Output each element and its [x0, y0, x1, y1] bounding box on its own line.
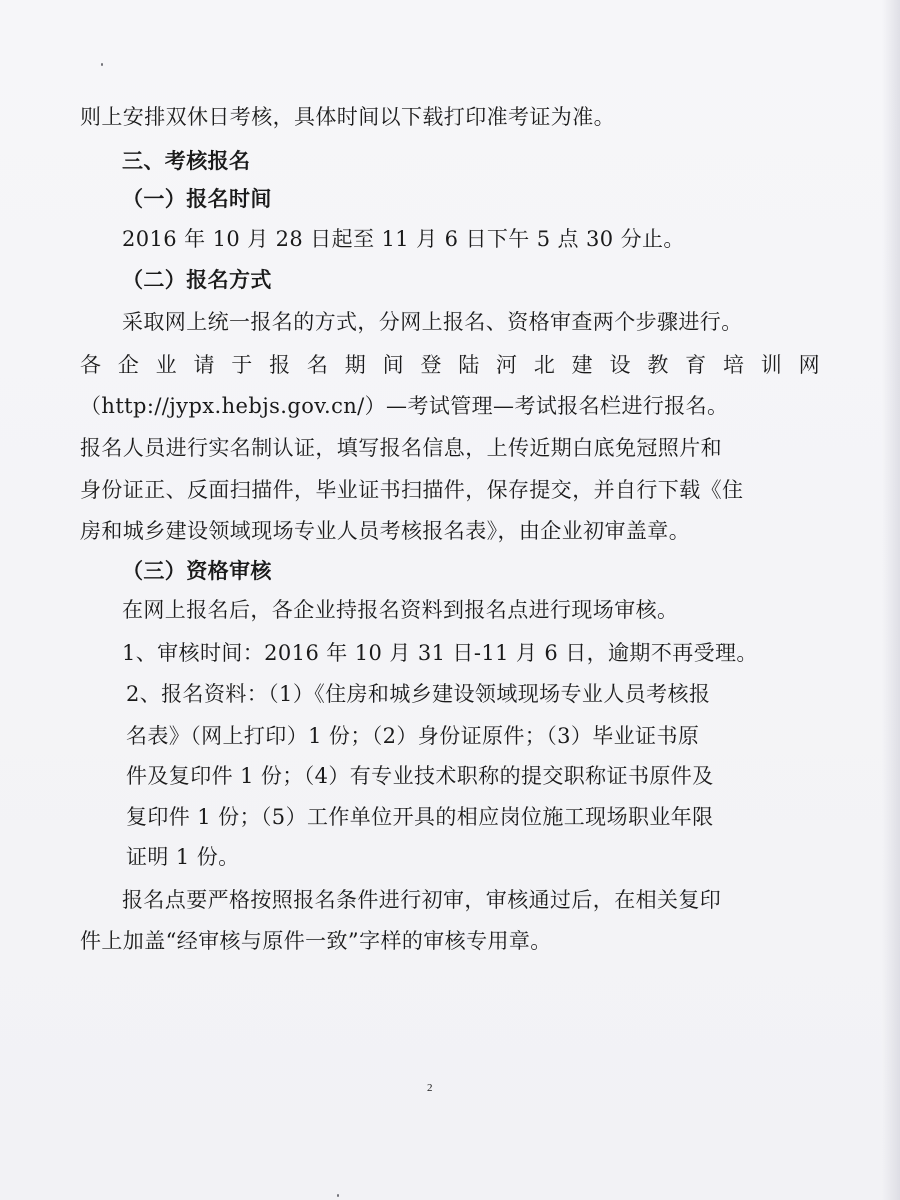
paragraph-line: 2016 年 10 月 28 日起至 11 月 6 日下午 5 点 30 分止。 [122, 227, 685, 251]
paragraph-line: 报名点要严格按照报名条件进行初审，审核通过后，在相关复印 [122, 888, 722, 912]
paragraph-line: 在网上报名后，各企业持报名资料到报名点进行现场审核。 [122, 598, 679, 622]
scan-speck [101, 63, 103, 66]
paragraph-line: 房和城乡建设领域现场专业人员考核报名表》，由企业初审盖章。 [80, 519, 691, 543]
list-item-line: 证明 1 份。 [126, 845, 240, 869]
subsection-heading: （二）报名方式 [122, 267, 272, 292]
list-item-line: 2、报名资料：（1）《住房和城乡建设领域现场专业人员考核报 [126, 682, 711, 706]
section-heading: 三、考核报名 [122, 148, 251, 173]
list-item-line: 件及复印件 1 份；（4）有专业技术职称的提交职称证书原件及 [126, 764, 714, 788]
paragraph-line: （http://jypx.hebjs.gov.cn/）—考试管理—考试报名栏进行报名。 [80, 394, 729, 418]
scan-speck [337, 1194, 339, 1197]
list-item-line: 1、审核时间：2016 年 10 月 31 日-11 月 6 日，逾期不再受理。 [122, 641, 758, 665]
subsection-heading: （三）资格审核 [122, 558, 272, 583]
paragraph-line: 采取网上统一报名的方式，分网上报名、资格审查两个步骤进行。 [122, 310, 743, 334]
paragraph-line: 报名人员进行实名制认证，填写报名信息，上传近期白底免冠照片和 [80, 436, 722, 460]
subsection-heading: （一）报名时间 [122, 186, 272, 211]
page-number: 2 [427, 1082, 433, 1094]
paragraph-line: 各企业请于报名期间登陆河北建设教育培训网 [80, 353, 820, 377]
paragraph-line: 则上安排双休日考核，具体时间以下载打印准考证为准。 [80, 105, 615, 129]
list-item-line: 复印件 1 份；（5）工作单位开具的相应岗位施工现场职业年限 [126, 805, 714, 829]
paragraph-line: 件上加盖“经审核与原件一致”字样的审核专用章。 [80, 929, 552, 953]
scan-edge-shadow [882, 0, 900, 1200]
paragraph-line: 身份证正、反面扫描件，毕业证书扫描件，保存提交，并自行下载《住 [80, 478, 744, 502]
list-item-line: 名表》（网上打印）1 份；（2）身份证原件；（3）毕业证书原 [126, 724, 700, 748]
